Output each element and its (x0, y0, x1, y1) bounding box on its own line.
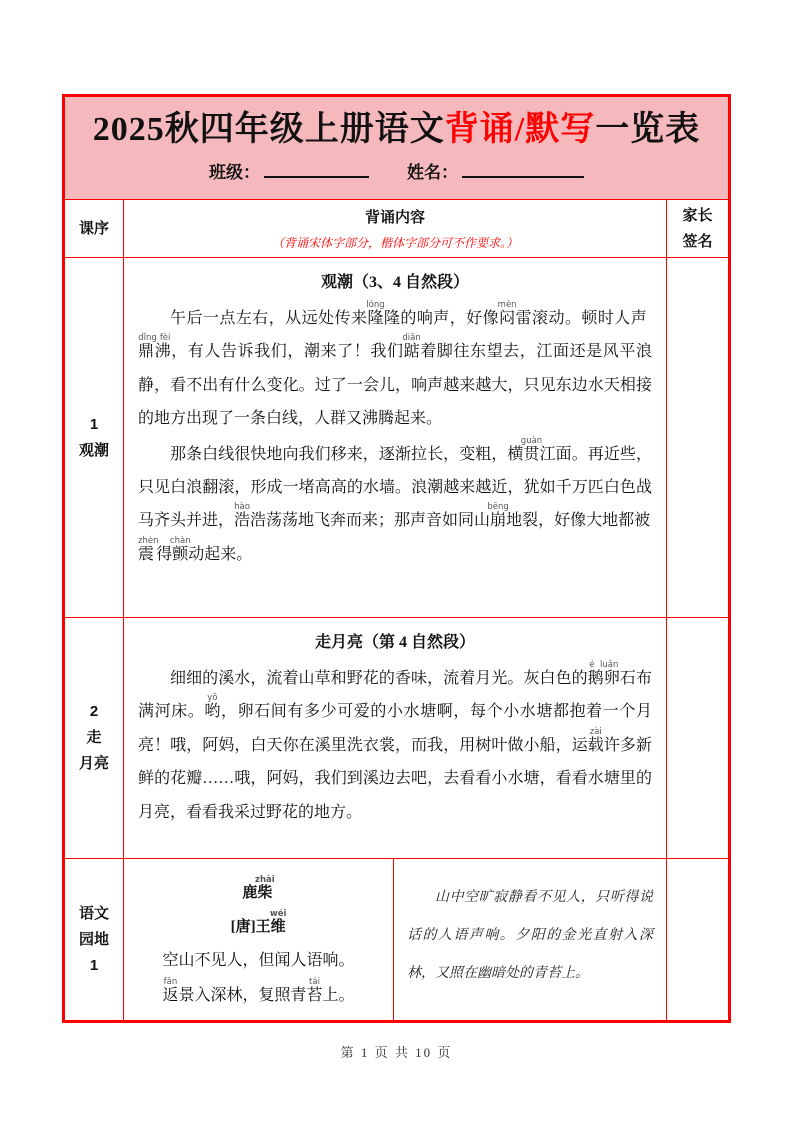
garden1-signature-cell (666, 859, 728, 1020)
table-row-garden1 (65, 858, 728, 1020)
lesson1-title: 观潮 (78, 441, 109, 459)
garden1-label-line3: 1 (89, 956, 99, 974)
lesson1-paragraph-2: 那条白线很快地向我们移来，逐渐拉长，变粗，横贯guàn江面。再近些，只见白浪翻滚，形成一堵高高的水墙。浪潮越来越近，犹如千万匹白色战马齐头并进，浩hào浩荡荡地飞奔而来；那声音如同山崩bēng地裂，好像大地都被震zhèn得颤chàn动起来。 (138, 435, 652, 563)
lesson2-signature-cell (666, 618, 728, 858)
lesson1-label (65, 258, 124, 617)
column-header-content (124, 200, 666, 257)
garden1-label-line1: 语文 (78, 904, 109, 922)
name-blank-line (462, 163, 584, 178)
page-title-suffix: 一览表 (595, 111, 701, 148)
table-row-lesson1 (65, 257, 728, 617)
name-label: 姓名： (407, 163, 458, 182)
lesson2-paragraph-1: 细细的溪水，流着山草和野花的香味，流着月光。灰白色的鹅卵é luǎn石布满河床。哟yō，卵石间有多少可爱的小水塘啊，每个小水塘都抱着一个月亮！哦，阿妈，白天你在溪里洗衣裳，而我，用树叶做小船，运载zài许多新鲜的花瓣……哦，阿妈，我们到溪边去吧，去看看小水塘，看看水塘里的月亮，看看我采过野花的地方。 (138, 660, 652, 821)
lesson2-content-cell (124, 618, 666, 858)
content-header-note: （背诵宋体字部分，楷体字部分可不作要求。） (271, 236, 518, 250)
class-blank-line (264, 163, 369, 178)
class-label: 班级： (209, 163, 260, 182)
page-title-prefix: 2025秋四年级上册语文 (92, 111, 445, 148)
poem-verse-1: 空山不见人，但闻人语响。 (162, 952, 355, 969)
poem-explanation-cell (394, 859, 666, 1020)
poem-explanation: 山中空旷寂静看不见人，只听得说话的人语声响。夕阳的金光直射入深林，又照在幽暗处的青苔上。 (407, 890, 653, 981)
column-header-lesson-order: 课序 (65, 200, 124, 257)
poem-author: [唐]王维wéi (230, 909, 287, 935)
lesson2-content-heading: 走月亮（第 4 自然段） (314, 634, 475, 651)
lesson1-content-cell (124, 258, 666, 617)
column-header-parent-signature (666, 200, 728, 257)
lesson2-title-line1: 走 (86, 729, 102, 746)
lesson2-title-line2: 月亮 (78, 755, 109, 772)
poem-block (124, 859, 394, 1020)
lesson2-label (65, 618, 124, 858)
table-row-lesson2 (65, 617, 728, 858)
table-header-row (65, 199, 728, 257)
lesson2-number: 2 (89, 703, 99, 720)
poem-title: 鹿柴zhài (242, 875, 275, 901)
parent-header-line1: 家长 (682, 206, 713, 224)
content-header-label: 背诵内容 (364, 209, 425, 226)
lesson1-content-heading: 观潮（3、4 自然段） (320, 274, 469, 291)
page-title (65, 106, 728, 154)
lesson1-signature-cell (666, 258, 728, 617)
parent-header-line2: 签名 (682, 232, 713, 250)
worksheet-table (62, 94, 731, 1023)
page-number-footer: 第 1 页 共 10 页 (340, 1045, 453, 1060)
garden1-content-cell (124, 859, 666, 1020)
poem-verse-2: 返fǎn景入深林，复照青苔tái上。 (162, 977, 355, 1004)
title-banner (65, 97, 728, 199)
lesson1-number: 1 (89, 415, 99, 433)
garden1-label-line2: 园地 (78, 930, 109, 948)
class-name-row (65, 158, 728, 183)
garden1-label (65, 859, 124, 1020)
lesson1-paragraph-1: 午后一点左右，从远处传来隆lóng隆的响声，好像闷mèn雷滚动。顿时人声鼎沸dǐng fèi，有人告诉我们，潮来了！我们踮diǎn着脚往东望去，江面还是风平浪静，看不出有什么变化。过了一会儿，响声越来越大，只见东边水天相接的地方出现了一条白线，人群又沸腾起来。 (138, 300, 652, 428)
page-title-highlight: 背诵/默写 (444, 111, 596, 148)
